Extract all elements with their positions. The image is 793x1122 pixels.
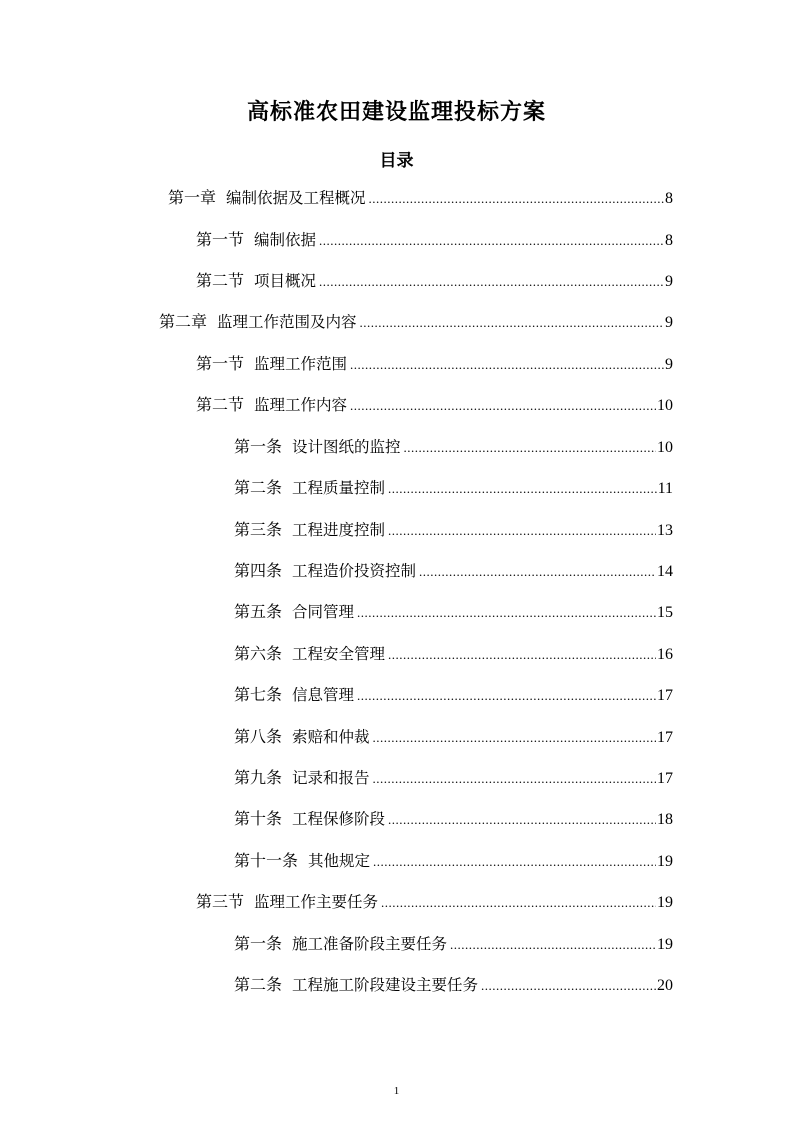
toc-leader-dots — [381, 891, 656, 915]
toc-entry-page: 18 — [657, 811, 673, 828]
toc-entry-number: 第三条 — [234, 520, 283, 539]
toc-entry[interactable] — [196, 352, 673, 376]
toc-entry-number: 第三节 — [196, 892, 245, 911]
toc-entry-page: 17 — [657, 687, 673, 704]
toc-heading: 目录 — [379, 151, 414, 171]
toc-entry[interactable] — [234, 766, 673, 790]
toc-entry[interactable] — [196, 228, 673, 252]
toc-entry-number: 第八条 — [234, 727, 283, 746]
toc-entry-title: 监理工作范围及内容 — [217, 313, 357, 331]
toc-entry-page: 9 — [665, 314, 673, 331]
toc-entry-title: 工程保修阶段 — [292, 810, 386, 828]
toc-entry-title: 监理工作主要任务 — [254, 893, 379, 911]
toc-entry-title: 设计图纸的监控 — [292, 438, 401, 456]
toc-entry-page: 10 — [657, 439, 673, 456]
toc-leader-dots — [369, 187, 664, 211]
toc-entry[interactable] — [234, 849, 673, 873]
toc-entry-page: 19 — [657, 853, 673, 870]
toc-leader-dots — [388, 477, 657, 501]
toc-entry[interactable] — [234, 683, 673, 707]
toc-entry-number: 第一节 — [196, 354, 245, 373]
toc-entry[interactable] — [234, 476, 673, 500]
toc-leader-dots — [419, 560, 656, 584]
toc-entry-title: 监理工作内容 — [254, 396, 348, 414]
toc-entry-title: 工程施工阶段建设主要任务 — [292, 976, 479, 994]
toc-entry-number: 第二条 — [234, 975, 283, 994]
toc-entry-title: 项目概况 — [254, 272, 317, 290]
toc-entry-number: 第七条 — [234, 685, 283, 704]
toc-entry-title: 工程质量控制 — [292, 479, 386, 497]
page-number: 1 — [393, 1085, 400, 1097]
toc-entry-number: 第一条 — [234, 437, 283, 456]
toc-entry[interactable] — [168, 186, 673, 210]
toc-entry-page: 16 — [657, 646, 673, 663]
toc-entry-title: 工程进度控制 — [292, 521, 386, 539]
toc-entry[interactable] — [196, 890, 673, 914]
toc-entry-title: 编制依据及工程概况 — [226, 189, 366, 207]
toc-entry-page: 10 — [657, 397, 673, 414]
toc-entry-page: 17 — [657, 770, 673, 787]
toc-leader-dots — [388, 519, 656, 543]
toc-entry-number: 第五条 — [234, 602, 283, 621]
toc-leader-dots — [388, 643, 656, 667]
toc-entry[interactable] — [159, 310, 673, 334]
toc-entry[interactable] — [234, 435, 673, 459]
toc-entry-number: 第一节 — [196, 230, 245, 249]
toc-leader-dots — [319, 229, 664, 253]
toc-leader-dots — [388, 808, 656, 832]
toc-leader-dots — [450, 933, 656, 957]
toc-entry-page: 17 — [657, 729, 673, 746]
toc-leader-dots — [373, 767, 656, 791]
toc-entry-title: 信息管理 — [292, 686, 355, 704]
toc-entry[interactable] — [234, 518, 673, 542]
toc-leader-dots — [319, 270, 664, 294]
toc-entry-title: 记录和报告 — [292, 769, 370, 787]
toc-entry-page: 8 — [665, 190, 673, 207]
toc-entry-title: 其他规定 — [308, 852, 371, 870]
toc-entry-number: 第一条 — [234, 934, 283, 953]
toc-entry-number: 第二节 — [196, 271, 245, 290]
toc-entry-page: 9 — [665, 356, 673, 373]
toc-entry[interactable] — [234, 932, 673, 956]
toc-entry-title: 工程安全管理 — [292, 645, 386, 663]
toc-entry[interactable] — [234, 600, 673, 624]
toc-entry-number: 第二条 — [234, 478, 283, 497]
toc-entry-title: 索赔和仲裁 — [292, 728, 370, 746]
toc-leader-dots — [350, 353, 664, 377]
document-title: 高标准农田建设监理投标方案 — [246, 100, 546, 125]
toc-entry-title: 编制依据 — [254, 231, 317, 249]
toc-entry-number: 第六条 — [234, 644, 283, 663]
toc-entry-title: 监理工作范围 — [254, 355, 348, 373]
toc-leader-dots — [357, 684, 656, 708]
toc-entry[interactable] — [234, 973, 673, 997]
toc-entry-number: 第一章 — [168, 188, 217, 207]
toc-entry-page: 19 — [657, 936, 673, 953]
toc-entry-page: 14 — [657, 563, 673, 580]
toc-entry-number: 第十条 — [234, 809, 283, 828]
toc-entry-title: 施工准备阶段主要任务 — [292, 935, 448, 953]
toc-leader-dots — [404, 436, 656, 460]
toc-entry-page: 13 — [657, 522, 673, 539]
toc-leader-dots — [357, 601, 656, 625]
toc-leader-dots — [481, 974, 656, 998]
toc-entry[interactable] — [196, 269, 673, 293]
toc-entry-title: 工程造价投资控制 — [292, 562, 417, 580]
toc-entry-page: 8 — [665, 232, 673, 249]
toc-entry[interactable] — [234, 559, 673, 583]
toc-leader-dots — [350, 394, 656, 418]
toc-entry-number: 第十一条 — [234, 851, 299, 870]
toc-entry-title: 合同管理 — [292, 603, 355, 621]
toc-entry[interactable] — [234, 642, 673, 666]
toc-leader-dots — [373, 726, 656, 750]
toc-leader-dots — [373, 850, 656, 874]
toc-entry-page: 20 — [657, 977, 673, 994]
toc-entry[interactable] — [234, 807, 673, 831]
toc-entry-page: 9 — [665, 273, 673, 290]
toc-entry[interactable] — [196, 393, 673, 417]
toc-entry-number: 第二节 — [196, 395, 245, 414]
toc-entry-number: 第九条 — [234, 768, 283, 787]
toc-entry-page: 15 — [657, 604, 673, 621]
toc-leader-dots — [360, 311, 664, 335]
toc-entry-number: 第四条 — [234, 561, 283, 580]
toc-entry-number: 第二章 — [159, 312, 208, 331]
toc-entry-page: 11 — [657, 480, 673, 497]
toc-entry[interactable] — [234, 725, 673, 749]
toc-entry-page: 19 — [657, 894, 673, 911]
